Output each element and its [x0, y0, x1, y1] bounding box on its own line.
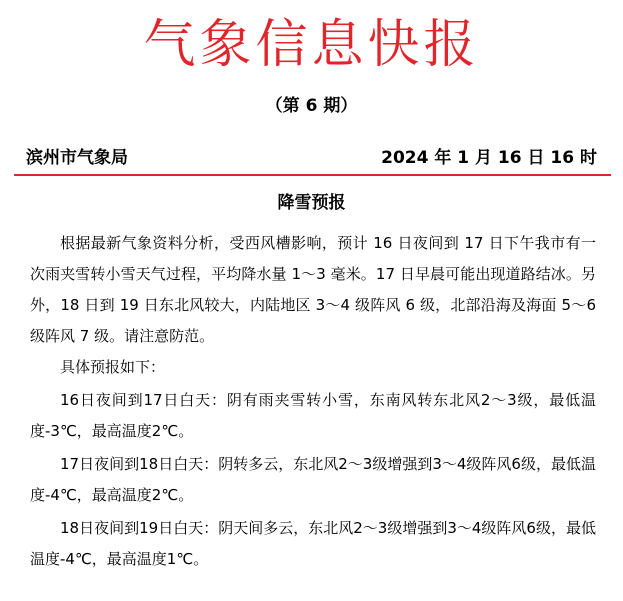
masthead-title: 气象信息快报	[143, 15, 480, 75]
meta-row	[26, 145, 597, 171]
document-body	[30, 228, 596, 575]
issue-number: （第 6 期）	[265, 96, 358, 116]
forecast-paragraph: 18日夜间到19日白天：阴天间多云，东北风2～3级增强到3～4级阵风6级，最低温度-4℃，最高温度1℃。	[30, 519, 596, 568]
intro-paragraph: 根据最新气象资料分析，受西风槽影响，预计 16 日夜间到 17 日下午我市有一次雨夹雪转小雪天气过程，平均降水量 1～3 毫米。17 日早晨可能出现道路结冰。另外，18 日到 19 日东北风较大，内陆地区 3～4 级阵风 6 级，北部沿海及海面 5～6 级阵风 7 级。请注意防范。	[30, 234, 596, 345]
forecast-paragraph: 17日夜间到18日白天：阴转多云，东北风2～3级增强到3～4级阵风6级，最低温度-4℃，最高温度2℃。	[30, 455, 596, 504]
issuer-name: 滨州市气象局	[26, 148, 128, 168]
issue-datetime: 2024 年 1 月 16 日 16 时	[381, 148, 597, 168]
document-title: 降雪预报	[277, 193, 346, 213]
forecast-paragraph: 16日夜间到17日白天：阴有雨夹雪转小雪，东南风转东北风2～3级，最低温度-3℃，最高温度2℃。	[30, 391, 596, 440]
header-divider	[14, 174, 611, 176]
forecast-heading: 具体预报如下：	[60, 358, 166, 376]
